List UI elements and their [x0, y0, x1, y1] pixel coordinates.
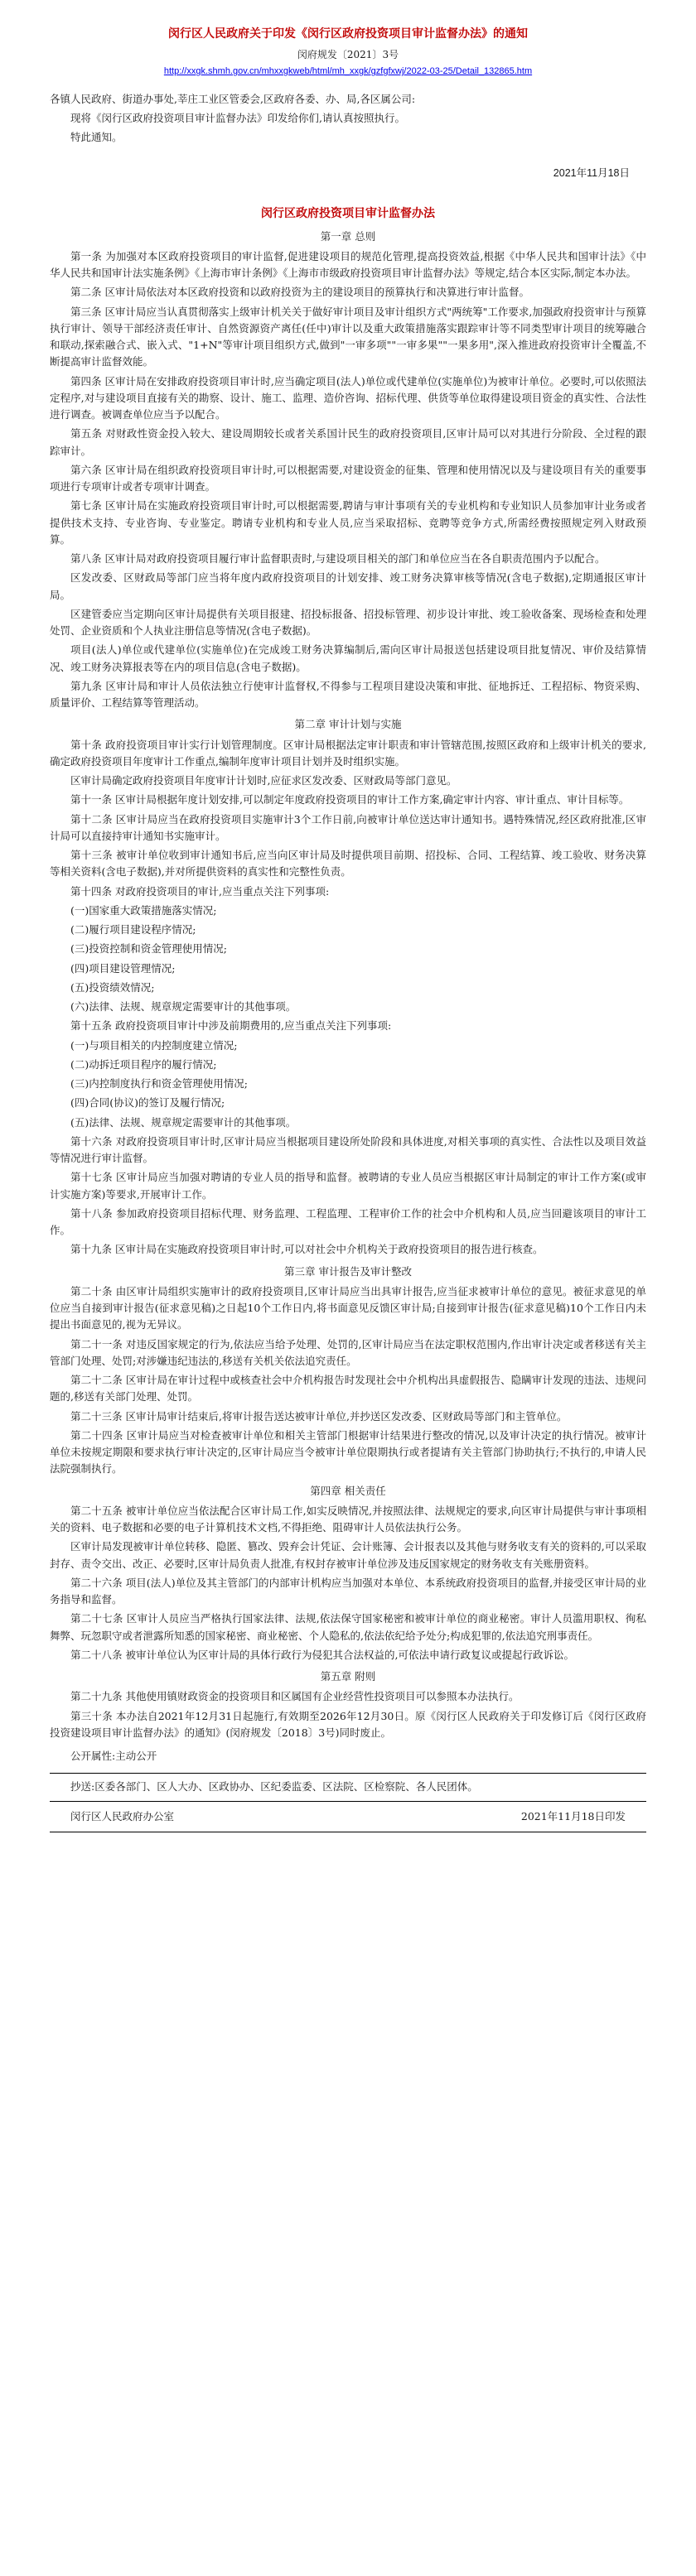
measures-title: 闵行区政府投资项目审计监督办法 [261, 206, 435, 220]
article-paragraph: 区审计局发现被审计单位转移、隐匿、篡改、毁弃会计凭证、会计账簿、会计报表以及其他与财务收支有关的资料的,可以采取封存、责令交出、改正、必要时,区审计局负责人批准,有权封存被审计单位涉及违反国家规定的财务收支有关账册资料。 [50, 1540, 646, 1570]
article-paragraph: 第十七条 区审计局应当加强对聘请的专业人员的指导和监督。被聘请的专业人员应当根据区审计局制定的审计工作方案(或审计实施方案)等要求,开展审计工作。 [50, 1171, 646, 1201]
article-paragraph: 第十一条 区审计局根据年度计划安排,可以制定年度政府投资项目的审计工作方案,确定审计内容、审计重点、审计目标等。 [70, 793, 630, 807]
article-paragraph: 区审计局确定政府投资项目年度审计计划时,应征求区发改委、区财政局等部门意见。 [70, 774, 457, 787]
article-paragraph: 第七条 区审计局在实施政府投资项目审计时,可以根据需要,聘请与审计事项有关的专业机构和专业知识人员参加审计业务或者提供技术支持、专业咨询、专业鉴定。聘请专业机构和专业人员,应当采取招标、竞聘等竞争方式,所需经费按照规定列入财政预算。 [50, 499, 646, 546]
article-paragraph: 第八条 区审计局对政府投资项目履行审计监督职责时,与建设项目相关的部门和单位应当在各自职责范围内予以配合。 [70, 552, 606, 566]
article-paragraph: 第六条 区审计局在组织政府投资项目审计时,可以根据需要,对建设资金的征集、管理和使用情况以及与建设项目有关的重要事项进行专项审计或者专项审计调查。 [50, 463, 646, 494]
article-paragraph: 项目(法人)单位或代建单位(实施单位)在完成竣工财务决算编制后,需向区审计局报送包括建设项目批复情况、审价及结算情况、竣工财务决算报表等在内的项目信息(含电子数据)。 [50, 643, 646, 673]
chapters-container [50, 229, 646, 1742]
list-item: (三)投资控制和资金管理使用情况; [70, 942, 227, 956]
document-number: 闵府规发〔2021〕3号 [297, 48, 399, 60]
list-item: (四)项目建设管理情况; [70, 961, 176, 975]
list-item: (二)履行项目建设程序情况; [70, 923, 196, 937]
chapter-title: 第五章 附则 [320, 1670, 376, 1683]
source-link[interactable]: http://xxgk.shmh.gov.cn/mhxxgkweb/html/mh_xxgk/gzfgfxwj/2022-03-25/Detail_132865.htm [163, 66, 533, 77]
list-item: (六)法律、法规、规章规定需要审计的其他事项。 [70, 1000, 297, 1014]
article-paragraph: 第十三条 被审计单位收到审计通知书后,应当向区审计局及时提供项目前期、招投标、合同、工程结算、竣工验收、财务决算等相关资料(含电子数据),并对所提供资料的真实性和完整性负责。 [50, 849, 646, 879]
list-item: (一)国家重大政策措施落实情况; [70, 903, 217, 917]
article-paragraph: 区建管委应当定期向区审计局提供有关项目报建、招投标报备、招投标管理、初步设计审批、竣工验收备案、现场检查和处理处罚、企业资质和个人执业注册信息等情况(含电子数据)。 [50, 607, 646, 638]
article-paragraph: 第二十三条 区审计局审计结束后,将审计报告送达被审计单位,并抄送区发改委、区财政局等部门和主管单位。 [70, 1409, 568, 1423]
notice-recipients: 各镇人民政府、街道办事处,莘庄工业区管委会,区政府各委、办、局,各区属公司: [50, 92, 416, 105]
article-paragraph: 第二十四条 区审计局应当对检查被审计单位和相关主管部门根据审计结果进行整改的情况,以及审计决定的执行情况。被审计单位未按规定期限和要求执行审计决定的,区审计局应当令被审计单位限期执行或者提请有关主管部门协助执行;不执行的,申请人民法院强制执行。 [50, 1428, 646, 1476]
article-paragraph: 第十八条 参加政府投资项目招标代理、财务监理、工程监理、工程审价工作的社会中介机构和人员,应当回避该项目的审计工作。 [50, 1206, 646, 1237]
article-paragraph: 第二十一条 对违反国家规定的行为,依法应当给予处理、处罚的,区审计局应当在法定职权范围内,作出审计决定或者移送有关主管部门处理、处罚;对涉嫌违纪违法的,移送有关机关依法追究责任。 [50, 1337, 646, 1367]
article-paragraph: 第九条 区审计局和审计人员依法独立行使审计监督权,不得参与工程项目建设决策和审批、征地拆迁、工程招标、物资采购、质量评价、工程结算等管理活动。 [50, 679, 646, 710]
article-paragraph: 第二十九条 其他使用镇财政资金的投资项目和区属国有企业经营性投资项目可以参照本办法执行。 [70, 1690, 520, 1703]
notice-title: 闵行区人民政府关于印发《闵行区政府投资项目审计监督办法》的通知 [168, 27, 528, 41]
chapter-title: 第四章 相关责任 [310, 1484, 386, 1497]
public-attribute: 公开属性:主动公开 [70, 1750, 157, 1763]
article-paragraph: 第十二条 区审计局应当在政府投资项目实施审计3个工作日前,向被审计单位送达审计通知书。遇特殊情况,经区政府批准,区审计局可以直接持审计通知书实施审计。 [50, 812, 646, 842]
article-paragraph: 第十四条 对政府投资项目的审计,应当重点关注下列事项: [70, 884, 330, 898]
article-paragraph: 第二十七条 区审计人员应当严格执行国家法律、法规,依法保守国家秘密和被审计单位的商业秘密。审计人员滥用职权、徇私舞弊、玩忽职守或者泄露所知悉的国家秘密、商业秘密、个人隐私的,依法依纪给予处分;构成犯罪的,依法追究刑事责任。 [50, 1612, 646, 1642]
article-paragraph: 第二十条 由区审计局组织实施审计的政府投资项目,区审计局应当出具审计报告,应当征求被审计单位的意见。被征求意见的单位应当自接到审计报告(征求意见稿)之日起10个工作日内,将书面意见反馈区审计局;自接到审计报告(征求意见稿)10个工作日内未提出书面意见的,视为无异议。 [50, 1284, 646, 1331]
article-paragraph: 第三十条 本办法自2021年12月31日起施行,有效期至2026年12月30日。原《闵行区人民政府关于印发修订后《闵行区政府投资建设项目审计监督办法》的通知》(闵府规发〔2018〕3号)同时废止。 [50, 1709, 646, 1739]
list-item: (二)动拆迁项目程序的履行情况; [70, 1057, 217, 1071]
article-paragraph: 第四条 区审计局在安排政府投资项目审计时,应当确定项目(法人)单位或代建单位(实施单位)为被审计单位。必要时,可以依照法定程序,对与建设项目直接有关的勘察、设计、施工、监理、造价咨询、招标代理、供货等单位取得建设项目资金的真实性、合法性进行调查。被调查单位应当予以配合。 [50, 374, 646, 421]
notice-date: 2021年11月18日 [553, 166, 630, 179]
cc-list [50, 1773, 646, 1801]
article-paragraph: 第十九条 区审计局在实施政府投资项目审计时,可以对社会中介机构关于政府投资项目的报告进行核查。 [70, 1243, 544, 1256]
issuer: 闵行区人民政府办公室 [70, 1809, 175, 1822]
article-paragraph: 第二十六条 项目(法人)单位及其主管部门的内部审计机构应当加强对本单位、本系统政府投资项目的监督,并接受区审计局的业务指导和监督。 [50, 1576, 646, 1606]
article-paragraph: 第二十五条 被审计单位应当依法配合区审计局工作,如实反映情况,并按照法律、法规规定的要求,向区审计局提供与审计事项相关的资料、电子数据和必要的电子计算机技术文档,不得拒绝、阻碍审计人员依法执行公务。 [50, 1504, 646, 1534]
list-item: (五)法律、法规、规章规定需要审计的其他事项。 [70, 1115, 297, 1129]
issuer-line [50, 1802, 646, 1832]
cc-text: 抄送:区委各部门、区人大办、区政协办、区纪委监委、区法院、区检察院、各人民团体。 [70, 1780, 478, 1794]
list-item: (三)内控制度执行和资金管理使用情况; [70, 1077, 248, 1091]
article-paragraph: 第三条 区审计局应当认真贯彻落实上级审计机关关于做好审计项目及审计组织方式"两统筹"工作要求,加强政府投资审计与预算执行审计、领导干部经济责任审计、自然资源资产离任(任中)审计以及重大政策措施落实跟踪审计等不同类型审计项目的统筹融合和联动,探索融合式、嵌入式、"1+N"等审计项目组织方式,做到"一审多项""一审多果""一果多用",深入推进政府投资审计全覆盖,不断提高审计监督效能。 [50, 305, 646, 368]
list-item: (五)投资绩效情况; [70, 980, 155, 994]
notice-closing: 特此通知。 [70, 131, 123, 144]
chapter-title: 第二章 审计计划与实施 [294, 718, 402, 731]
article-paragraph: 第二十二条 区审计局在审计过程中或核查社会中介机构报告时发现社会中介机构出具虚假报告、隐瞒审计发现的违法、违规问题的,移送有关部门处理、处罚。 [50, 1374, 646, 1404]
article-paragraph: 第五条 对财政性资金投入较大、建设周期较长或者关系国计民生的政府投资项目,区审计局可以对其进行分阶段、全过程的跟踪审计。 [50, 427, 646, 457]
chapter-title: 第三章 审计报告及审计整改 [284, 1264, 412, 1278]
article-paragraph: 第十五条 政府投资项目审计中涉及前期费用的,应当重点关注下列事项: [70, 1019, 392, 1033]
notice-body: 现将《闵行区政府投资项目审计监督办法》印发给你们,请认真按照执行。 [70, 112, 405, 125]
article-paragraph: 第一条 为加强对本区政府投资项目的审计监督,促进建设项目的规范化管理,提高投资效益,根据《中华人民共和国审计法》《中华人民共和国审计法实施条例》《上海市审计条例》《上海市市级政府投资项目审计监督办法》等规定,结合本区实际,制定本办法。 [50, 249, 646, 280]
list-item: (四)合同(协议)的签订及履行情况; [70, 1096, 225, 1110]
chapter-title: 第一章 总则 [320, 229, 376, 243]
article-paragraph: 第十六条 对政府投资项目审计时,区审计局应当根据项目建设所处阶段和具体进度,对相关事项的真实性、合法性以及项目效益等情况进行审计监督。 [50, 1134, 646, 1165]
list-item: (一)与项目相关的内控制度建立情况; [70, 1038, 238, 1052]
issue-date: 2021年11月18日印发 [520, 1809, 626, 1822]
article-paragraph: 第二十八条 被审计单位认为区审计局的具体行政行为侵犯其合法权益的,可依法申请行政复议或提起行政诉讼。 [70, 1648, 574, 1661]
article-paragraph: 第十条 政府投资项目审计实行计划管理制度。区审计局根据法定审计职责和审计管辖范围,按照区政府和上级审计机关的要求,确定政府投资项目年度审计工作重点,编制年度审计项目计划并及时组织实施。 [50, 738, 646, 768]
article-paragraph: 区发改委、区财政局等部门应当将年度内政府投资项目的计划安排、竣工财务决算审核等情况(含电子数据),定期通报区审计局。 [50, 571, 646, 601]
article-paragraph: 第二条 区审计局依法对本区政府投资和以政府投资为主的建设项目的预算执行和决算进行审计监督。 [70, 286, 529, 299]
